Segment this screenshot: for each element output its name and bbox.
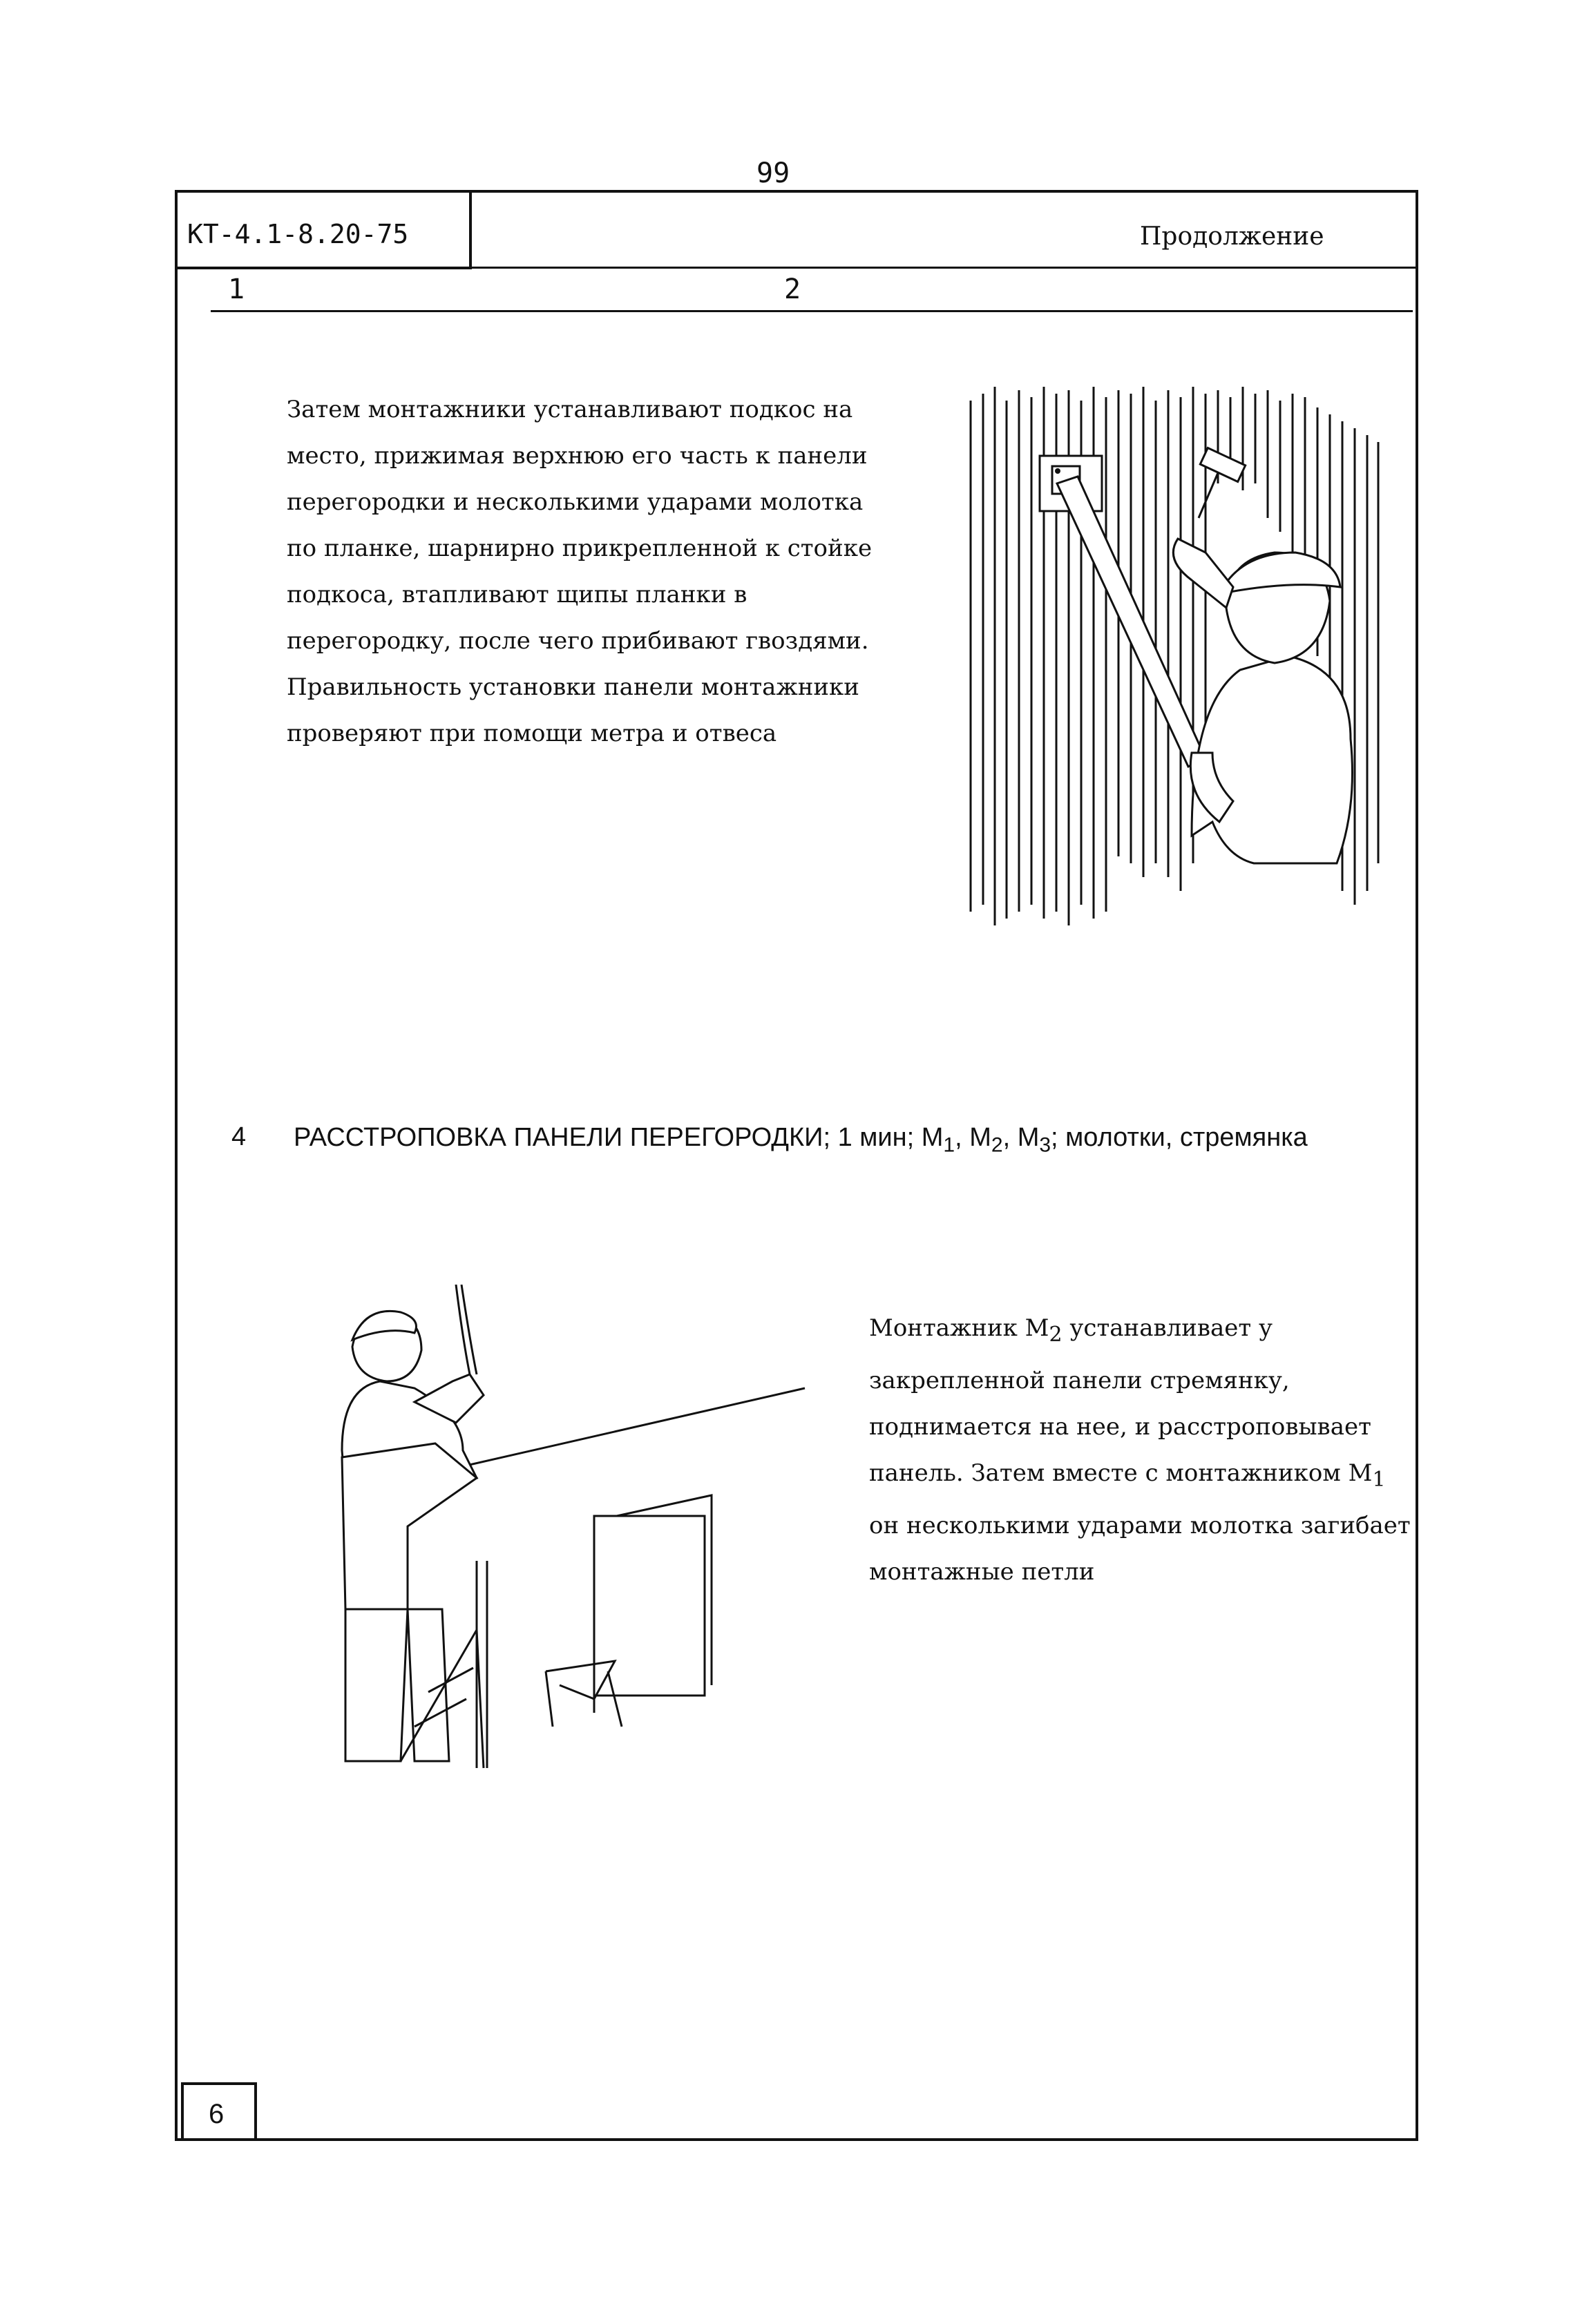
step-title: РАССТРОПОВКА ПАНЕЛИ ПЕРЕГОРОДКИ; 1 мин; $М_1$, $М_2$, $М_3$; молотки, стремянка bbox=[294, 1123, 1308, 1157]
step-number: 4 bbox=[231, 1122, 247, 1151]
panel-top-edge bbox=[442, 1388, 805, 1471]
illustration-worker-unslinging bbox=[304, 1285, 829, 1803]
column-header-divider bbox=[211, 310, 1413, 312]
page-number: 99 bbox=[756, 157, 790, 189]
document-code: КТ-4.1-8.20-75 bbox=[175, 190, 472, 269]
column-2-header: 2 bbox=[784, 273, 801, 305]
header-divider bbox=[175, 267, 1418, 269]
column-1-header: 1 bbox=[228, 273, 245, 305]
continuation-label: Продолжение bbox=[1140, 222, 1324, 251]
illustration-worker-hammering bbox=[964, 380, 1392, 925]
paragraph-brace-installation: Затем монтажники устанавливают подкос на место, прижимая верхнюю его часть к панели перегородки и несколькими ударами молотка по планке, шарнирно прикрепленной к стойке подкоса, втапливают щипы планки в перегородку, после чего прибивают гвоздями. Правильность установки панели монтажники проверяют при помощи метра и отвеса bbox=[287, 396, 873, 747]
paragraph-unslinging: Монтажник $М_2$ устанавливает у закрепленной панели стремянку, поднимается на нее, и расстроповывает панель. Затем вместе с монтажником $М_1$ он несколькими ударами молотка загибает монтажные петли bbox=[869, 1314, 1411, 1586]
sheet-stamp: 6 bbox=[181, 2082, 257, 2141]
